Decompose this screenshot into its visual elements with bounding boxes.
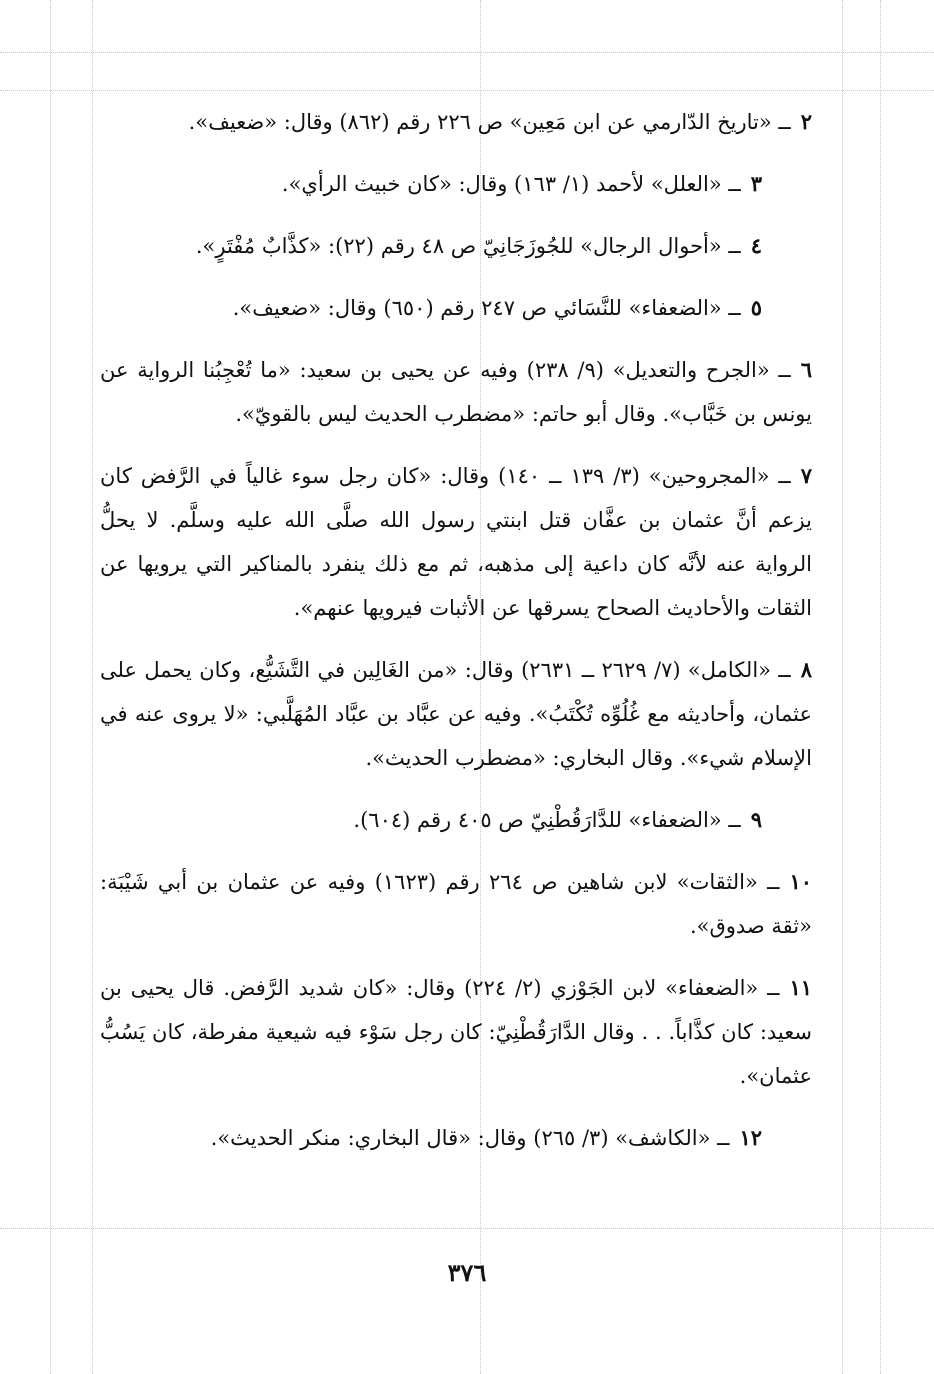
footnote-entry	[100, 224, 812, 268]
footnote-entry	[100, 648, 812, 780]
footnote-number: ٢	[800, 109, 812, 134]
footnote-number: ٩	[750, 807, 762, 832]
footnote-entry	[100, 286, 812, 330]
footnote-number: ٧	[800, 463, 812, 488]
footnote-number: ١٢	[739, 1125, 762, 1150]
footnote-number: ٤	[750, 233, 762, 258]
scan-guide-line	[0, 90, 934, 91]
scan-guide-line	[842, 0, 843, 1374]
footnote-text: ــ «تاريخ الدّارمي عن ابن مَعِين» ص ٢٢٦ رقم (٨٦٢) وقال: «ضعيف».	[188, 110, 791, 134]
page-number: ٣٧٦	[447, 1258, 487, 1287]
footnote-list	[100, 100, 812, 1178]
footnote-entry	[100, 798, 812, 842]
scan-guide-line	[0, 52, 934, 53]
footnote-entry	[100, 100, 812, 144]
footnote-text: ــ «المجروحين» (٣/ ١٣٩ ــ ١٤٠) وقال: «كان رجل سوء غالياً في الرَّفض كان يزعم أنَّ عثمان بن عفَّان قتل ابنتي رسول الله صلَّى الله عليه وسلَّم. لا يحلُّ الرواية عنه لأنَّه كان داعية إلى مذهبه، ثم مع ذلك ينفرد بالمناكير التي يرويها عن الثقات والأحاديث الصحاح يسرقها عن الأثبات فيرويها عنهم».	[100, 464, 812, 620]
footnote-text: ــ «الضعفاء» لابن الجَوْزي (٢/ ٢٢٤) وقال: «كان شديد الرَّفض. قال يحيى بن سعيد: كان كذَّاباً. . . وقال الدَّارَقُطْنِيّ: كان رجل سَوْء فيه شيعية مفرطة، كان يَسُبُّ عثمان».	[100, 976, 812, 1088]
footnote-entry	[100, 348, 812, 436]
footnote-text: ــ «الثقات» لابن شاهين ص ٢٦٤ رقم (١٦٢٣) وفيه عن عثمان بن أبي شَيْبَة: «ثقة صدوق».	[100, 870, 812, 938]
footnote-text: ــ «الضعفاء» للنَّسَائي ص ٢٤٧ رقم (٦٥٠) وقال: «ضعيف».	[232, 296, 741, 320]
footnote-text: ــ «الضعفاء» للدَّارَقُطْنِيّ ص ٤٠٥ رقم (٦٠٤).	[353, 808, 741, 832]
footnote-text: ــ «العلل» لأحمد (١/ ١٦٣) وقال: «كان خبيث الرأي».	[281, 172, 741, 196]
footnote-entry	[100, 454, 812, 630]
footnote-entry	[100, 966, 812, 1098]
footnote-entry	[100, 1116, 812, 1160]
footnote-number: ١١	[789, 975, 812, 1000]
scan-guide-line	[0, 1228, 934, 1229]
scan-guide-line	[880, 0, 881, 1374]
scan-guide-line	[50, 0, 51, 1374]
footnote-number: ٥	[750, 295, 762, 320]
scan-guide-line	[92, 0, 93, 1374]
footnote-text: ــ «الكاشف» (٣/ ٢٦٥) وقال: «قال البخاري: منكر الحديث».	[210, 1126, 730, 1150]
footnote-number: ٦	[800, 357, 812, 382]
footnote-number: ٨	[800, 657, 812, 682]
footnote-text: ــ «الكامل» (٧/ ٢٦٢٩ ــ ٢٦٣١) وقال: «من الغَالِين في التَّشَيُّع، وكان يحمل على عثمان، وأحاديثه مع غُلُوِّه تُكْتَبُ». وفيه عن عبَّاد بن عبَّاد المُهَلَّبي: «لا يروى عنه في الإسلام شيء». وقال البخاري: «مضطرب الحديث».	[100, 658, 812, 770]
footnote-number: ١٠	[789, 869, 812, 894]
footnote-entry	[100, 860, 812, 948]
footnote-number: ٣	[750, 171, 762, 196]
footnote-text: ــ «أحوال الرجال» للجُوزَجَانِيّ ص ٤٨ رقم (٢٢): «كذَّابٌ مُفْتَرٍ».	[195, 234, 741, 258]
footnote-entry	[100, 162, 812, 206]
footnote-text: ــ «الجرح والتعديل» (٩/ ٢٣٨) وفيه عن يحيى بن سعيد: «ما تُعْجِبُنا الرواية عن يونس بن خَبَّاب». وقال أبو حاتم: «مضطرب الحديث ليس بالقويّ».	[100, 358, 812, 426]
